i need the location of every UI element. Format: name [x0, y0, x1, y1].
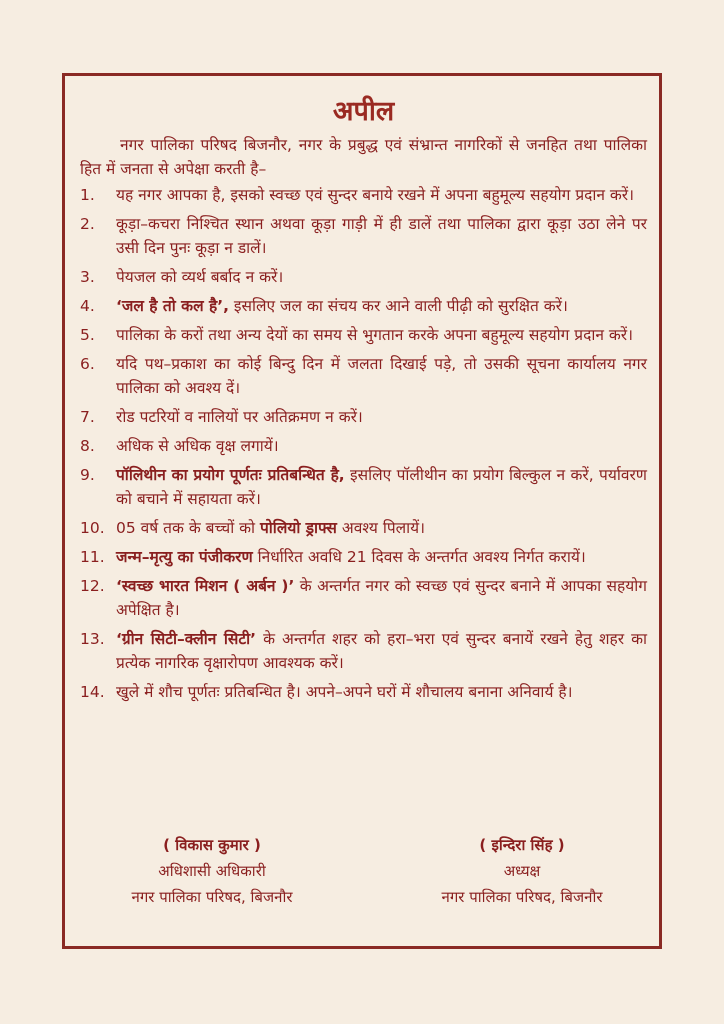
list-item: 2. कूड़ा–कचरा निश्चित स्थान अथवा कूड़ा गाड़ी में ही डालें तथा पालिका द्वारा कूड़ा उठा लेने पर उसी दिन पुनः कूड़ा न डालें। [80, 215, 647, 257]
list-item: 9. पॉलिथीन का प्रयोग पूर्णतः प्रतिबन्धित है, इसलिए पॉलीथीन का प्रयोग बिल्कुल न करें, पर्यावरण को बचाने में सहायता करें। [80, 466, 647, 508]
list-item: 13. ‘ग्रीन सिटी–क्लीन सिटी’ के अन्तर्गत शहर को हरा–भरा एवं सुन्दर बनायें रखने हेतु शहर का प्रत्येक नागरिक वृक्षारोपण आवश्यक करें। [80, 630, 648, 672]
list-item: 10. 05 वर्ष तक के बच्चों को पोलियो ड्राफ्स अवश्य पिलायें। [80, 519, 426, 537]
signatory-executive-officer [82, 832, 342, 910]
signatory-designation: अध्यक्ष [503, 862, 541, 880]
page-title: अपील [332, 96, 395, 127]
list-item: 5. पालिका के करों तथा अन्य देयों का समय से भुगतान करके अपना बहुमूल्य सहयोग प्रदान करें। [80, 326, 633, 344]
signatory-chairperson [392, 832, 652, 910]
appeal-body [80, 95, 647, 709]
list-item: 11. जन्म–मृत्यु का पंजीकरण निर्धारित अवधि 21 दिवस के अन्तर्गत अवश्य निर्गत करायें। [80, 548, 586, 566]
signatory-name: ( इन्दिरा सिंह ) [479, 836, 565, 854]
signatory-designation: अधिशासी अधिकारी [158, 862, 266, 880]
intro-paragraph: नगर पालिका परिषद बिजनौर, नगर के प्रबुद्ध एवं संभ्रान्त नागरिकों से जनहित तथा पालिका हित में जनता से अपेक्षा करती है– [80, 136, 647, 178]
list-item: 12. ‘स्वच्छ भारत मिशन ( अर्बन )’ के अन्तर्गत नगर को स्वच्छ एवं सुन्दर बनाने में आपका सहयोग अपेक्षित है। [80, 577, 647, 619]
list-item: 8. अधिक से अधिक वृक्ष लगायें। [80, 437, 279, 455]
list-item: 7. रोड पटरियों व नालियों पर अतिक्रमण न करें। [80, 408, 363, 426]
list-item: 6. यदि पथ–प्रकाश का कोई बिन्दु दिन में जलता दिखाई पड़े, तो उसकी सूचना कार्यालय नगर पालिका को अवश्य दें। [80, 355, 647, 397]
list-item: 1. यह नगर आपका है, इसको स्वच्छ एवं सुन्दर बनाये रखने में अपना बहुमूल्य सहयोग प्रदान करें। [80, 186, 635, 204]
list-item: 14. खुले में शौच पूर्णतः प्रतिबन्धित है। अपने–अपने घरों में शौचालय बनाना अनिवार्य है। [80, 683, 573, 701]
signatory-office: नगर पालिका परिषद, बिजनौर [441, 888, 603, 906]
signatory-office: नगर पालिका परिषद, बिजनौर [131, 888, 293, 906]
signatory-name: ( विकास कुमार ) [163, 836, 261, 854]
appeal-list [80, 183, 647, 704]
list-item: 3. पेयजल को व्यर्थ बर्बाद न करें। [80, 268, 284, 286]
list-item: 4. ‘जल है तो कल है’, इसलिए जल का संचय कर आने वाली पीढ़ी को सुरक्षित करें। [80, 297, 568, 315]
